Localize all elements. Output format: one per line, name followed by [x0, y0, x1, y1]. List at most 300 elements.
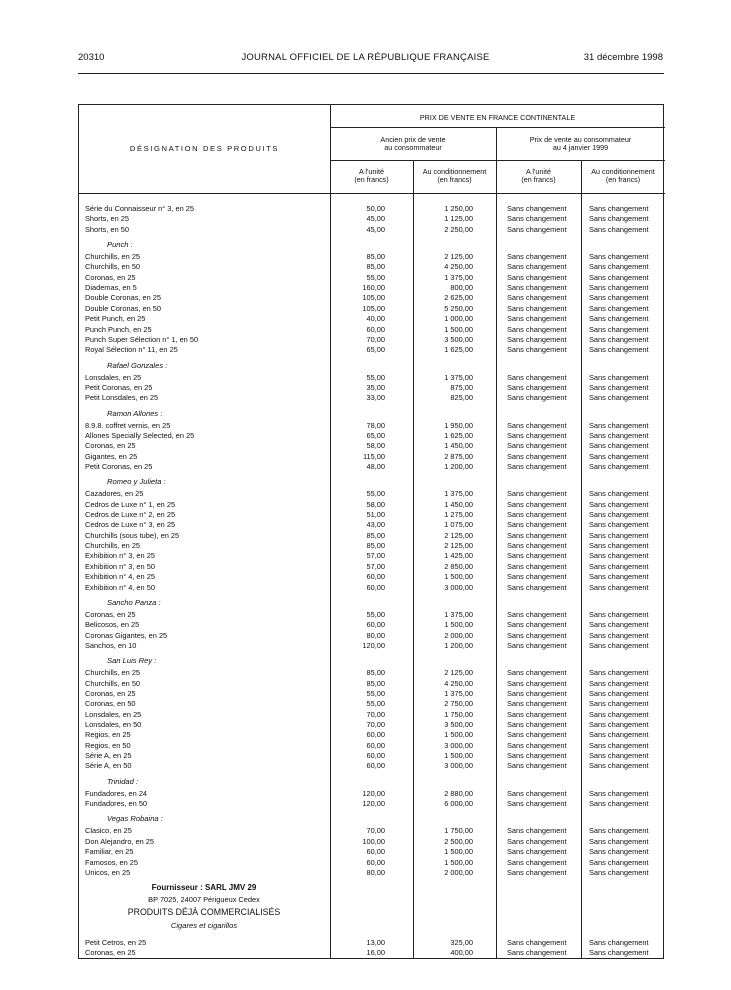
old-unit-price: 55,00 — [366, 272, 385, 282]
new-pack-price: Sans changement — [589, 510, 649, 520]
product-name-cell — [85, 789, 323, 799]
new-unit-price: Sans changement — [507, 224, 567, 234]
old-pack-price: 2 125,00 — [444, 668, 473, 678]
new-pack-price: Sans changement — [589, 688, 649, 698]
product-name-cell — [85, 293, 323, 303]
table-row — [79, 868, 665, 878]
new-pack-price: Sans changement — [589, 561, 649, 571]
old-unit-price: 85,00 — [366, 668, 385, 678]
old-unit-price: 60,00 — [366, 751, 385, 761]
old-pack-price: 1 625,00 — [444, 430, 473, 440]
new-pack-price: Sans changement — [589, 857, 649, 867]
new-unit-price: Sans changement — [507, 420, 567, 430]
product-name: Familiar, en 25 — [85, 847, 134, 857]
table-row — [79, 668, 665, 678]
product-name: Churchills, en 25 — [85, 541, 141, 551]
product-name: Exhibition n° 3, en 50 — [85, 561, 155, 571]
new-pack-price: Sans changement — [589, 530, 649, 540]
product-name: Don Alejandro, en 25 — [85, 836, 155, 846]
table-row — [79, 273, 665, 283]
old-unit-header: A l'unité (en francs) — [354, 167, 389, 184]
old-unit-price: 60,00 — [366, 582, 385, 592]
new-unit-price: Sans changement — [507, 214, 567, 224]
product-name: Cedros de Luxe n° 2, en 25 — [85, 510, 176, 520]
old-unit-price: 120,00 — [362, 788, 385, 798]
old-unit-price: 55,00 — [366, 699, 385, 709]
new-pack-price: Sans changement — [589, 283, 649, 293]
supplier-name: Fournisseur : SARL JMV 29 — [151, 883, 257, 892]
product-name: Série A, en 50 — [85, 761, 132, 771]
product-name: Churchills, en 50 — [85, 262, 141, 272]
new-pack-price: Sans changement — [589, 799, 649, 809]
product-name-cell — [85, 938, 323, 948]
new-unit-price: Sans changement — [507, 740, 567, 750]
new-pack-price: Sans changement — [589, 720, 649, 729]
old-unit-price: 85,00 — [366, 262, 385, 272]
new-pack-price: Sans changement — [589, 372, 649, 382]
product-name-cell — [85, 562, 323, 572]
product-name: Punch Super Sélection n° 1, en 50 — [85, 334, 199, 344]
product-name-cell — [85, 689, 323, 699]
old-pack-price: 1 275,00 — [444, 510, 473, 520]
product-name-cell — [85, 583, 323, 593]
product-name: Exhibition n° 4, en 50 — [85, 582, 155, 592]
table-row — [79, 730, 665, 740]
new-unit-price: Sans changement — [507, 262, 567, 272]
new-pack-price: Sans changement — [589, 204, 649, 213]
table-row — [79, 262, 665, 272]
product-name: Coronas, en 25 — [85, 609, 136, 619]
new-pack-price: Sans changement — [589, 462, 649, 471]
product-name-cell — [85, 225, 323, 235]
table-row — [79, 283, 665, 293]
old-unit-price: 60,00 — [366, 847, 385, 857]
old-pack-price: 1 200,00 — [444, 462, 473, 471]
old-unit-price: 58,00 — [366, 441, 385, 451]
new-pack-price: Sans changement — [589, 678, 649, 688]
new-unit-price: Sans changement — [507, 847, 567, 857]
table-row — [79, 583, 665, 593]
new-pack-price: Sans changement — [589, 551, 649, 561]
old-pack-price: 3 000,00 — [444, 761, 473, 771]
new-pack-price: Sans changement — [589, 430, 649, 440]
product-name: Lonsdales, en 25 — [85, 372, 142, 382]
table-row — [79, 837, 665, 847]
product-name: Petit Lonsdales, en 25 — [85, 393, 159, 403]
old-unit-price: 70,00 — [366, 709, 385, 719]
new-pack-price: Sans changement — [589, 272, 649, 282]
table-row — [79, 489, 665, 499]
old-unit-price: 55,00 — [366, 372, 385, 382]
table-row — [79, 679, 665, 689]
old-unit-price: 45,00 — [366, 214, 385, 224]
price-table — [78, 104, 664, 959]
new-pack-price: Sans changement — [589, 334, 649, 344]
product-name-cell — [85, 335, 323, 345]
product-name-cell — [85, 631, 323, 641]
new-unit-price: Sans changement — [507, 430, 567, 440]
product-name-cell — [85, 520, 323, 530]
product-name-cell — [85, 262, 323, 272]
old-unit-price: 35,00 — [366, 382, 385, 392]
product-name: Petit Coronas, en 25 — [85, 382, 153, 392]
new-unit-price: Sans changement — [507, 857, 567, 867]
new-unit-price: Sans changement — [507, 551, 567, 561]
old-unit-price: 58,00 — [366, 499, 385, 509]
old-unit-price: 85,00 — [366, 530, 385, 540]
new-unit-price: Sans changement — [507, 441, 567, 451]
product-name: Shorts, en 25 — [85, 214, 129, 224]
new-pack-price: Sans changement — [589, 609, 649, 619]
product-name-cell — [85, 383, 323, 393]
new-unit-price: Sans changement — [507, 293, 567, 303]
old-pack-price: 1 375,00 — [444, 489, 473, 499]
table-row — [79, 441, 665, 451]
brand-heading: Romeo y Julieta : — [107, 477, 166, 487]
old-pack-price: 1 375,00 — [444, 372, 473, 382]
new-pack-header: Au conditionnement (en francs) — [591, 167, 655, 184]
table-row — [79, 520, 665, 530]
old-pack-price: 1 500,00 — [444, 751, 473, 761]
product-name-cell — [85, 314, 323, 324]
old-unit-price: 85,00 — [366, 541, 385, 551]
old-pack-price: 2 125,00 — [444, 252, 473, 262]
table-row — [79, 325, 665, 335]
brand-heading: Rafael Gonzales : — [107, 360, 168, 370]
product-name: Churchills, en 25 — [85, 252, 141, 262]
old-pack-price: 1 500,00 — [444, 847, 473, 857]
old-pack-price: 2 625,00 — [444, 293, 473, 303]
new-pack-price: Sans changement — [589, 252, 649, 262]
new-pack-price: Sans changement — [589, 345, 649, 355]
old-pack-price: 2 500,00 — [444, 836, 473, 846]
old-unit-price: 115,00 — [362, 451, 385, 461]
old-pack-price: 1 500,00 — [444, 572, 473, 582]
new-unit-price: Sans changement — [507, 572, 567, 582]
brand-heading: Sancho Panza : — [107, 597, 161, 607]
new-unit-header: A l'unité (en francs) — [521, 167, 556, 184]
old-unit-price: 50,00 — [366, 204, 385, 213]
product-name-cell — [85, 531, 323, 541]
new-unit-price: Sans changement — [507, 730, 567, 740]
new-unit-price: Sans changement — [507, 252, 567, 262]
table-row — [79, 383, 665, 393]
old-unit-price: 80,00 — [366, 867, 385, 877]
product-name: 8.9.8. coffret vernis, en 25 — [85, 420, 171, 430]
old-unit-price: 85,00 — [366, 678, 385, 688]
old-unit-price: 85,00 — [366, 252, 385, 262]
product-name: Fundadores, en 50 — [85, 799, 148, 809]
product-name-cell — [85, 252, 323, 262]
old-pack-price: 3 000,00 — [444, 740, 473, 750]
old-pack-price: 1 450,00 — [444, 441, 473, 451]
product-name-cell — [85, 720, 323, 730]
old-pack-price: 2 000,00 — [444, 867, 473, 877]
table-row — [79, 948, 665, 958]
old-pack-price: 800,00 — [450, 283, 473, 293]
old-pack-price: 400,00 — [450, 948, 473, 958]
product-name-cell — [85, 868, 323, 878]
product-name: Regios, en 25 — [85, 730, 131, 740]
old-pack-price: 1 075,00 — [444, 520, 473, 530]
header-rule — [330, 160, 665, 161]
table-row — [79, 393, 665, 403]
new-pack-price: Sans changement — [589, 382, 649, 392]
new-pack-price: Sans changement — [589, 314, 649, 324]
new-pack-price: Sans changement — [589, 541, 649, 551]
product-name-cell — [85, 948, 323, 958]
old-pack-price: 875,00 — [450, 382, 473, 392]
new-pack-price: Sans changement — [589, 788, 649, 798]
new-pack-price: Sans changement — [589, 214, 649, 224]
old-unit-price: 60,00 — [366, 740, 385, 750]
product-name-cell — [85, 741, 323, 751]
new-pack-price: Sans changement — [589, 640, 649, 650]
old-pack-price: 1 450,00 — [444, 499, 473, 509]
old-unit-price: 57,00 — [366, 551, 385, 561]
old-unit-price: 60,00 — [366, 620, 385, 630]
table-row — [79, 741, 665, 751]
new-unit-price: Sans changement — [507, 382, 567, 392]
new-pack-price: Sans changement — [589, 489, 649, 499]
supplier-address: BP 7025, 24007 Périgueux Cedex — [148, 895, 260, 904]
old-unit-price: 55,00 — [366, 489, 385, 499]
new-unit-price: Sans changement — [507, 561, 567, 571]
old-unit-price: 120,00 — [362, 640, 385, 650]
product-name: Allones Specially Selected, en 25 — [85, 430, 195, 440]
product-name-cell — [85, 462, 323, 472]
new-pack-price: Sans changement — [589, 699, 649, 709]
product-name: Churchills, en 50 — [85, 678, 141, 688]
old-pack-price: 1 375,00 — [444, 609, 473, 619]
product-name-cell — [85, 431, 323, 441]
product-name-cell — [85, 551, 323, 561]
new-unit-price: Sans changement — [507, 948, 567, 958]
product-name: Coronas Gigantes, en 25 — [85, 630, 168, 640]
product-name-cell — [85, 572, 323, 582]
product-name: Belicosos, en 25 — [85, 620, 140, 630]
old-pack-price: 3 500,00 — [444, 720, 473, 729]
brand-heading: Ramon Allones : — [107, 408, 163, 418]
table-row — [79, 847, 665, 857]
new-unit-price: Sans changement — [507, 630, 567, 640]
new-pack-price: Sans changement — [589, 451, 649, 461]
new-unit-price: Sans changement — [507, 720, 567, 729]
new-unit-price: Sans changement — [507, 751, 567, 761]
new-pack-price: Sans changement — [589, 499, 649, 509]
product-name-cell — [85, 452, 323, 462]
product-name: Royal Sélection n° 11, en 25 — [85, 345, 178, 355]
product-name: Coronas, en 25 — [85, 272, 136, 282]
table-row — [79, 345, 665, 355]
table-row — [79, 462, 665, 472]
new-unit-price: Sans changement — [507, 938, 567, 947]
table-row — [79, 304, 665, 314]
table-row — [79, 710, 665, 720]
new-pack-price: Sans changement — [589, 836, 649, 846]
product-name: Cedros de Luxe n° 3, en 25 — [85, 520, 176, 530]
table-row — [79, 751, 665, 761]
new-unit-price: Sans changement — [507, 609, 567, 619]
product-name-cell — [85, 847, 323, 857]
old-unit-price: 48,00 — [366, 462, 385, 471]
product-name: Churchills (sous tube), en 25 — [85, 530, 180, 540]
table-row — [79, 761, 665, 771]
new-unit-price: Sans changement — [507, 520, 567, 530]
old-unit-price: 70,00 — [366, 334, 385, 344]
new-unit-price: Sans changement — [507, 668, 567, 678]
table-row — [79, 431, 665, 441]
product-name-cell — [85, 699, 323, 709]
product-name-cell — [85, 620, 323, 630]
old-unit-price: 45,00 — [366, 224, 385, 234]
section-title: PRODUITS DÉJÀ COMMERCIALISÉS — [127, 907, 281, 917]
old-pack-price: 3 500,00 — [444, 334, 473, 344]
table-row — [79, 631, 665, 641]
product-name: Petit Cetros, en 25 — [85, 938, 147, 947]
new-unit-price: Sans changement — [507, 688, 567, 698]
new-unit-price: Sans changement — [507, 867, 567, 877]
old-unit-price: 40,00 — [366, 314, 385, 324]
table-row — [79, 562, 665, 572]
old-unit-price: 51,00 — [366, 510, 385, 520]
old-pack-price: 1 250,00 — [444, 204, 473, 213]
product-name-cell — [85, 393, 323, 403]
table-row — [79, 641, 665, 651]
new-unit-price: Sans changement — [507, 678, 567, 688]
table-row — [79, 500, 665, 510]
old-unit-price: 120,00 — [362, 799, 385, 809]
product-name: Punch Punch, en 25 — [85, 324, 152, 334]
journal-title: JOURNAL OFFICIEL DE LA RÉPUBLIQUE FRANÇAISE — [241, 52, 490, 63]
old-pack-price: 1 500,00 — [444, 730, 473, 740]
product-name: Double Coronas, en 25 — [85, 293, 162, 303]
table-row — [79, 610, 665, 620]
old-unit-price: 60,00 — [366, 761, 385, 771]
old-pack-price: 325,00 — [450, 938, 473, 947]
table-row — [79, 204, 665, 214]
old-pack-price: 825,00 — [450, 393, 473, 403]
new-pack-price: Sans changement — [589, 826, 649, 836]
product-name-cell — [85, 668, 323, 678]
old-pack-price: 1 375,00 — [444, 688, 473, 698]
product-name: Exhibition n° 4, en 25 — [85, 572, 155, 582]
new-pack-price: Sans changement — [589, 224, 649, 234]
product-name: Série A, en 25 — [85, 751, 132, 761]
product-name-cell — [85, 214, 323, 224]
new-unit-price: Sans changement — [507, 620, 567, 630]
table-row — [79, 214, 665, 224]
new-unit-price: Sans changement — [507, 761, 567, 771]
product-name-cell — [85, 273, 323, 283]
new-pack-price: Sans changement — [589, 420, 649, 430]
new-pack-price: Sans changement — [589, 938, 649, 947]
table-row — [79, 720, 665, 730]
product-name: Cazadores, en 25 — [85, 489, 144, 499]
old-unit-price: 105,00 — [362, 303, 385, 313]
product-name-cell — [85, 345, 323, 355]
product-name-cell — [85, 510, 323, 520]
old-unit-price: 65,00 — [366, 430, 385, 440]
new-pack-price: Sans changement — [589, 393, 649, 403]
new-unit-price: Sans changement — [507, 699, 567, 709]
old-unit-price: 60,00 — [366, 857, 385, 867]
table-row — [79, 225, 665, 235]
new-unit-price: Sans changement — [507, 451, 567, 461]
old-pack-price: 1 750,00 — [444, 826, 473, 836]
new-unit-price: Sans changement — [507, 272, 567, 282]
old-pack-price: 4 250,00 — [444, 678, 473, 688]
new-pack-price: Sans changement — [589, 867, 649, 877]
old-pack-price: 1 750,00 — [444, 709, 473, 719]
old-pack-price: 2 125,00 — [444, 530, 473, 540]
old-pack-price: 4 250,00 — [444, 262, 473, 272]
new-pack-price: Sans changement — [589, 730, 649, 740]
new-unit-price: Sans changement — [507, 372, 567, 382]
table-row — [79, 510, 665, 520]
new-unit-price: Sans changement — [507, 204, 567, 213]
table-row — [79, 452, 665, 462]
table-row — [79, 551, 665, 561]
old-unit-price: 70,00 — [366, 720, 385, 729]
product-name: Sanchos, en 10 — [85, 640, 137, 650]
old-pack-price: 3 000,00 — [444, 582, 473, 592]
old-pack-price: 1 500,00 — [444, 324, 473, 334]
brand-heading: San Luis Rey : — [107, 656, 157, 666]
brand-heading: Vegas Robaina : — [107, 814, 163, 824]
new-unit-price: Sans changement — [507, 799, 567, 809]
product-name: Coronas, en 25 — [85, 688, 136, 698]
old-pack-price: 2 850,00 — [444, 561, 473, 571]
table-row — [79, 799, 665, 809]
new-pack-price: Sans changement — [589, 293, 649, 303]
product-name: Lonsdales, en 25 — [85, 709, 142, 719]
old-pack-price: 6 000,00 — [444, 799, 473, 809]
new-unit-price: Sans changement — [507, 836, 567, 846]
header-rule — [79, 193, 665, 194]
product-name: Série du Connaisseur n° 3, en 25 — [85, 204, 194, 213]
product-name-cell — [85, 283, 323, 293]
old-pack-price: 2 125,00 — [444, 541, 473, 551]
old-pack-price: 1 500,00 — [444, 857, 473, 867]
old-pack-price: 2 880,00 — [444, 788, 473, 798]
table-row — [79, 620, 665, 630]
product-name: Lonsdales, en 50 — [85, 720, 142, 729]
table-row — [79, 826, 665, 836]
old-pack-price: 2 000,00 — [444, 630, 473, 640]
brand-heading: Trinidad : — [107, 776, 139, 786]
table-row — [79, 689, 665, 699]
old-unit-price: 78,00 — [366, 420, 385, 430]
product-name: Coronas, en 25 — [85, 441, 136, 451]
new-pack-price: Sans changement — [589, 630, 649, 640]
table-row — [79, 699, 665, 709]
new-unit-price: Sans changement — [507, 499, 567, 509]
table-row — [79, 938, 665, 948]
old-unit-price: 100,00 — [362, 836, 385, 846]
old-unit-price: 60,00 — [366, 324, 385, 334]
new-unit-price: Sans changement — [507, 788, 567, 798]
product-name: Double Coronas, en 50 — [85, 303, 162, 313]
old-pack-price: 1 950,00 — [444, 420, 473, 430]
new-unit-price: Sans changement — [507, 489, 567, 499]
old-unit-price: 57,00 — [366, 561, 385, 571]
table-row — [79, 421, 665, 431]
old-unit-price: 160,00 — [362, 283, 385, 293]
table-row — [79, 252, 665, 262]
old-unit-price: 105,00 — [362, 293, 385, 303]
new-pack-price: Sans changement — [589, 572, 649, 582]
